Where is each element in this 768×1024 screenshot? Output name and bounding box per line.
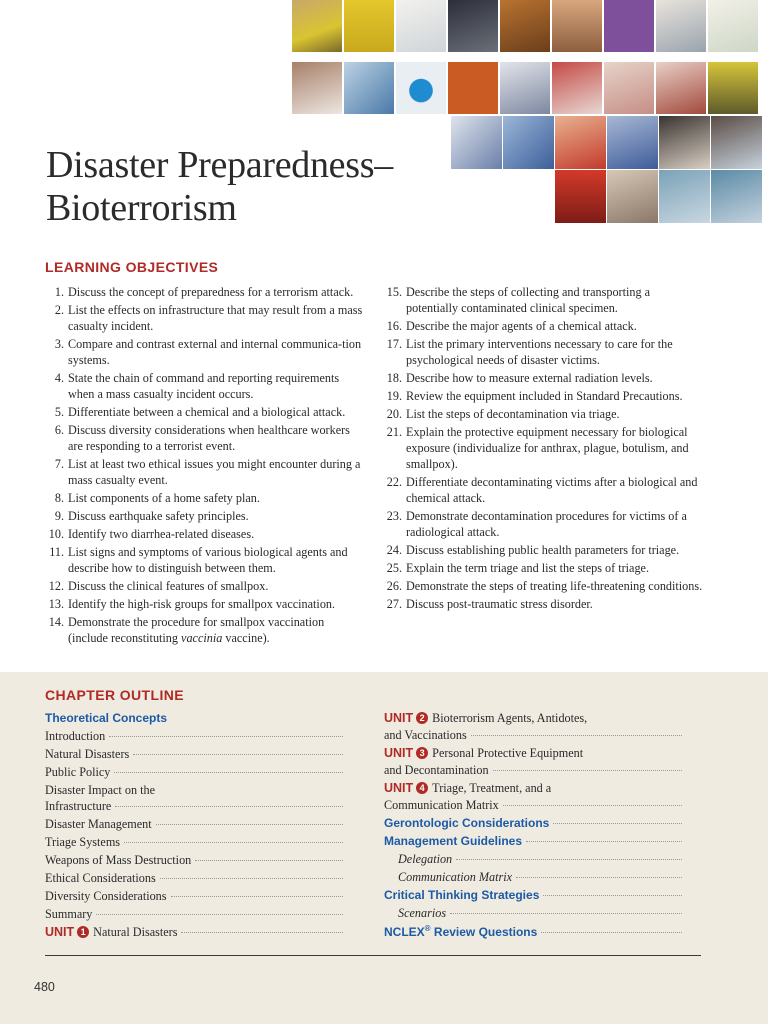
objective-number: 16. — [386, 319, 402, 333]
outline-item-infrastructure[interactable]: Infrastructure — [45, 799, 345, 817]
outline-item-unit-4-cont[interactable]: Communication Matrix — [384, 798, 684, 816]
objective-number: 3. — [54, 337, 64, 351]
outline-item-unit-2-cont[interactable]: and Vaccinations — [384, 728, 684, 746]
objective-item — [384, 508, 704, 540]
objective-text: Explain the protective equipment necessary for biological exposure (individualize for anthrax, plague, botulism, and smallpox). — [406, 425, 689, 471]
objective-number: 11. — [49, 545, 64, 559]
objective-text: Discuss establishing public health parameters for triage. — [406, 543, 680, 557]
photo-tile — [448, 0, 498, 52]
objective-text: Demonstrate decontamination procedures for victims of a radiological attack. — [406, 509, 687, 539]
objective-item — [384, 370, 704, 386]
photo-tile — [659, 116, 710, 169]
outline-column-right — [384, 711, 684, 942]
objective-item — [46, 578, 364, 594]
objective-number: 18. — [386, 371, 402, 385]
outline-item[interactable]: Public Policy — [45, 765, 345, 783]
objectives-list-right — [384, 284, 704, 614]
objectives-list-left — [46, 284, 364, 648]
objective-item — [46, 336, 364, 368]
photo-tile — [396, 0, 446, 52]
objective-number: 22. — [386, 475, 402, 489]
objective-item — [46, 614, 364, 646]
objective-item — [46, 404, 364, 420]
objective-number: 24. — [386, 543, 402, 557]
outline-item[interactable]: Diversity Considerations — [45, 889, 345, 907]
objective-item — [384, 318, 704, 334]
objective-number: 21. — [386, 425, 402, 439]
photo-tile — [503, 116, 554, 169]
objective-text: Explain the term triage and list the steps of triage. — [406, 561, 650, 575]
objective-item — [384, 474, 704, 506]
objective-text: State the chain of command and reporting requirements when a mass casualty incident occurs. — [68, 371, 340, 401]
objective-item — [46, 302, 364, 334]
objective-text: Review the equipment included in Standard Precautions. — [406, 389, 683, 403]
objective-item — [384, 596, 704, 612]
objective-text: Discuss post-traumatic stress disorder. — [406, 597, 593, 611]
unit-number-badge: 1 — [77, 926, 89, 938]
objective-item — [46, 526, 364, 542]
photo-tile — [451, 116, 502, 169]
objective-item — [384, 542, 704, 558]
photo-tile — [555, 170, 606, 223]
chapter-title-line1: Disaster Preparedness– — [46, 144, 393, 186]
objective-number: 4. — [54, 371, 64, 385]
objective-item — [46, 490, 364, 506]
outline-item-communication-matrix[interactable]: Communication Matrix — [384, 870, 684, 888]
objective-number: 10. — [48, 527, 64, 541]
photo-tile — [711, 116, 762, 169]
objective-number: 9. — [54, 509, 64, 523]
objective-number: 6. — [54, 423, 64, 437]
objective-item — [384, 336, 704, 368]
objective-item — [384, 406, 704, 422]
objective-text: List the primary interventions necessary to care for the psychological needs of disaster victims. — [406, 337, 673, 367]
objective-item — [384, 560, 704, 576]
outline-item[interactable]: Ethical Considerations — [45, 871, 345, 889]
photo-tile — [552, 62, 602, 114]
outline-item[interactable]: Summary — [45, 907, 345, 925]
photo-tile — [396, 62, 446, 114]
objective-text: Differentiate decontaminating victims after a biological and chemical attack. — [406, 475, 698, 505]
photo-tile — [656, 0, 706, 52]
photo-tile — [607, 170, 658, 223]
outline-item-nclex[interactable]: NCLEX® Review Questions — [384, 924, 684, 942]
objective-text: Demonstrate the steps of treating life-threatening conditions. — [406, 579, 703, 593]
objective-number: 1. — [54, 285, 64, 299]
photo-tile — [500, 0, 550, 52]
objective-item — [384, 424, 704, 472]
objective-text: Describe the major agents of a chemical attack. — [406, 319, 637, 333]
outline-item-unit-2[interactable]: UNIT 2 Bioterrorism Agents, Antidotes, — [384, 711, 588, 725]
outline-item-critical-thinking[interactable]: Critical Thinking Strategies — [384, 888, 684, 906]
outline-item-unit-3-cont[interactable]: and Decontamination — [384, 763, 684, 781]
objective-text: Identify the high-risk groups for smallpox vaccination. — [68, 597, 336, 611]
unit-number-badge: 3 — [416, 747, 428, 759]
objective-number: 17. — [386, 337, 402, 351]
objective-text: List at least two ethical issues you might encounter during a mass casualty event. — [68, 457, 361, 487]
objective-text: Describe the steps of collecting and transporting a potentially contaminated clinical specimen. — [406, 285, 651, 315]
learning-objectives-heading: LEARNING OBJECTIVES — [45, 259, 219, 275]
page-number: 480 — [34, 980, 55, 994]
outline-item-unit-4[interactable]: UNIT 4 Triage, Treatment, and a — [384, 781, 552, 795]
photo-tile — [659, 170, 710, 223]
photo-tile — [711, 170, 762, 223]
outline-item-disaster-impact[interactable]: Disaster Impact on the — [45, 783, 155, 797]
objective-text: List the effects on infrastructure that may result from a mass casualty incident. — [68, 303, 363, 333]
objective-text: Discuss the clinical features of smallpox. — [68, 579, 269, 593]
objective-item — [46, 456, 364, 488]
chapter-title-line2: Bioterrorism — [46, 187, 237, 229]
outline-item[interactable]: Disaster Management — [45, 817, 345, 835]
objective-number: 26. — [386, 579, 402, 593]
objective-item — [46, 596, 364, 612]
unit-number-badge: 4 — [416, 782, 428, 794]
outline-item-unit-1[interactable]: UNIT 1 Natural Disasters — [45, 925, 345, 943]
objective-text: List components of a home safety plan. — [68, 491, 260, 505]
photo-tile — [708, 62, 758, 114]
photo-tile — [552, 0, 602, 52]
outline-column-left — [45, 711, 345, 943]
photo-tile — [708, 0, 758, 52]
objective-text: Differentiate between a chemical and a biological attack. — [68, 405, 346, 419]
outline-item[interactable]: Triage Systems — [45, 835, 345, 853]
objective-text: List the steps of decontamination via triage. — [406, 407, 620, 421]
footer-rule — [45, 955, 701, 956]
outline-item-management[interactable]: Management Guidelines — [384, 834, 684, 852]
objective-text: Compare and contrast external and internal communica-tion systems. — [68, 337, 362, 367]
photo-tile — [604, 0, 654, 52]
objective-number: 13. — [48, 597, 64, 611]
objective-text: Identify two diarrhea-related diseases. — [68, 527, 255, 541]
outline-item[interactable]: Natural Disasters — [45, 747, 345, 765]
objective-number: 25. — [386, 561, 402, 575]
outline-item-gerontologic[interactable]: Gerontologic Considerations — [384, 816, 684, 834]
objective-item — [384, 388, 704, 404]
objective-number: 19. — [386, 389, 402, 403]
objective-number: 14. — [48, 615, 64, 629]
photo-tile — [448, 62, 498, 114]
objective-text: Demonstrate the procedure for smallpox vaccination (include reconstituting vaccinia vaccine). — [68, 615, 325, 645]
outline-item-scenarios[interactable]: Scenarios — [384, 906, 684, 924]
objective-number: 12. — [48, 579, 64, 593]
outline-item-theoretical-concepts[interactable]: Theoretical Concepts — [45, 711, 168, 725]
objective-item — [46, 284, 364, 300]
objective-text: Discuss earthquake safety principles. — [68, 509, 249, 523]
objective-number: 8. — [54, 491, 64, 505]
objective-item — [46, 508, 364, 524]
outline-item[interactable]: Weapons of Mass Destruction — [45, 853, 345, 871]
outline-item-unit-3[interactable]: UNIT 3 Personal Protective Equipment — [384, 746, 584, 760]
photo-tile — [555, 116, 606, 169]
photo-tile — [607, 116, 658, 169]
objective-item — [46, 544, 364, 576]
objective-number: 7. — [54, 457, 64, 471]
photo-tile — [292, 62, 342, 114]
objective-text: Describe how to measure external radiation levels. — [406, 371, 653, 385]
photo-tile — [344, 62, 394, 114]
objective-item — [384, 578, 704, 594]
photo-tile — [292, 0, 342, 52]
photo-tile — [344, 0, 394, 52]
objective-number: 20. — [386, 407, 402, 421]
objective-number: 15. — [386, 285, 402, 299]
objective-item — [384, 284, 704, 316]
outline-item-delegation[interactable]: Delegation — [384, 852, 684, 870]
objective-number: 23. — [386, 509, 402, 523]
photo-tile — [656, 62, 706, 114]
objective-text: List signs and symptoms of various biological agents and describe how to distinguish between them. — [68, 545, 348, 575]
objective-item — [46, 370, 364, 402]
objective-item — [46, 422, 364, 454]
objective-number: 27. — [386, 597, 402, 611]
objective-text: Discuss diversity considerations when healthcare workers are responding to a terrorist event. — [68, 423, 350, 453]
unit-number-badge: 2 — [416, 712, 428, 724]
objective-number: 2. — [54, 303, 64, 317]
outline-item[interactable]: Introduction — [45, 729, 345, 747]
chapter-title — [46, 144, 393, 230]
objective-text: Discuss the concept of preparedness for a terrorism attack. — [68, 285, 354, 299]
photo-tile — [604, 62, 654, 114]
photo-tile — [500, 62, 550, 114]
chapter-outline-heading: CHAPTER OUTLINE — [45, 687, 184, 703]
objective-number: 5. — [54, 405, 64, 419]
